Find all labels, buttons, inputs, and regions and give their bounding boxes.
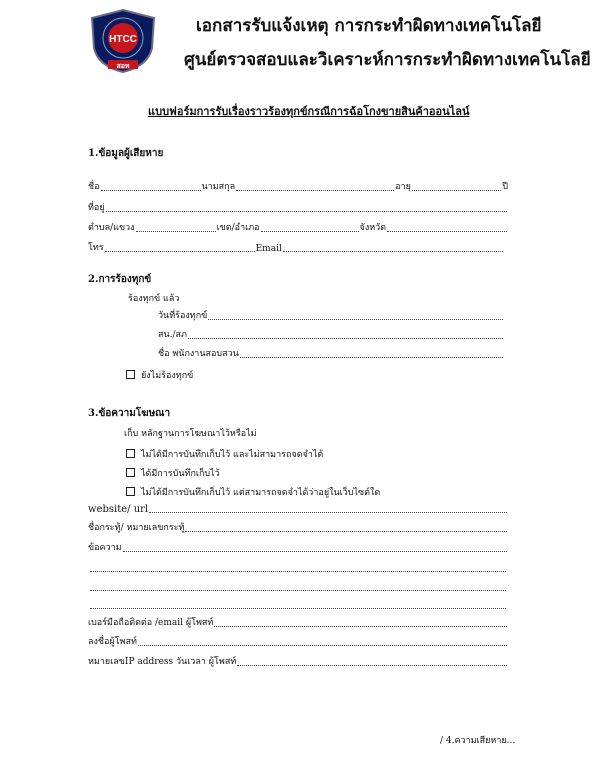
phone-field[interactable] — [105, 243, 255, 252]
logo-text: HTCC — [109, 34, 137, 45]
evidence-option-1-label: ไม่ได้มีการบันทึกเก็บไว้ และไม่สามารถจดจำได้ — [141, 450, 324, 460]
district-field[interactable] — [261, 223, 359, 232]
label-station: สน./สภ — [158, 330, 187, 340]
officer-field[interactable] — [240, 349, 503, 358]
row-name — [88, 181, 508, 193]
board-field[interactable] — [185, 523, 507, 532]
label-ip: หมายเลขIP address วันเวลา ผู้โพสท์ — [88, 657, 237, 667]
row-address — [88, 202, 508, 214]
address-field[interactable] — [106, 203, 507, 212]
label-date: วันที่ร้องทุกข์ — [158, 311, 208, 321]
poster-contact-field[interactable] — [214, 618, 507, 627]
evidence-option-2-checkbox[interactable] — [126, 468, 135, 477]
evidence-option-1-checkbox[interactable] — [126, 449, 135, 458]
form-title: แบบฟอร์มการรับเรื่องราวร้องทุกข์กรณีการฉ้อโกงขายสินค้าออนไลน์ — [148, 105, 470, 118]
message-field[interactable] — [123, 543, 507, 552]
province-field[interactable] — [387, 223, 507, 232]
evidence-option-3-checkbox[interactable] — [126, 487, 135, 496]
label-email: Email — [255, 244, 282, 254]
label-officer: ชื่อ พนักงานสอบสวน — [158, 349, 239, 359]
email-field[interactable] — [283, 243, 503, 252]
evidence-option-1[interactable] — [126, 447, 323, 461]
label-board: ชื่อกระทู้/ หมายเลขกระทู้ — [88, 523, 185, 533]
label-year: ปี — [502, 182, 508, 192]
htcc-logo — [88, 8, 158, 74]
row-officer — [158, 348, 504, 360]
label-surname: นามสกุล — [201, 182, 236, 192]
row-locality — [88, 222, 508, 234]
row-message — [88, 542, 508, 554]
label-subdistrict: ตำบล/แขวง — [88, 223, 135, 233]
header-title-line2: ศูนย์ตรวจสอบและวิเคราะห์การกระทำผิดทางเทคโนโลยี — [184, 50, 591, 70]
date-field[interactable] — [208, 311, 503, 320]
label-message: ข้อความ — [88, 543, 122, 553]
filed-label: ร้องทุกข์ แล้ว — [128, 294, 180, 304]
label-poster-name: ลงชื่อผู้โพสท์ — [88, 637, 137, 647]
evidence-question: เก็บ หลักฐานการโฆษณาไว้หรือไม่ — [124, 429, 257, 439]
section2-heading: 2.การร้องทุกข์ — [88, 274, 152, 285]
row-website — [88, 503, 508, 515]
age-field[interactable] — [412, 182, 501, 191]
poster-name-field[interactable] — [138, 637, 507, 646]
row-contact — [88, 242, 504, 254]
evidence-option-3-label: ไม่ได้มีการบันทึกเก็บไว้ แต่สามารถจดจำได้ว่าอยู่ในเว็บไซต์ใด — [141, 488, 381, 498]
website-field[interactable] — [149, 504, 507, 513]
message-line-4[interactable] — [90, 608, 506, 609]
station-field[interactable] — [188, 330, 503, 339]
row-ip — [88, 656, 508, 668]
message-line-2[interactable] — [90, 571, 506, 572]
row-board — [88, 522, 508, 534]
label-name: ชื่อ — [88, 182, 100, 192]
evidence-option-2-label: ได้มีการบันทึกเก็บไว้ — [141, 469, 220, 479]
section3-heading: 3.ข้อความโฆษณา — [88, 408, 171, 419]
label-website: website/ url — [88, 504, 149, 515]
not-filed-checkbox[interactable] — [126, 370, 135, 379]
subdistrict-field[interactable] — [136, 223, 216, 232]
label-poster-contact: เบอร์มือถือติดต่อ /email ผู้โพสท์ — [88, 618, 214, 628]
name-field[interactable] — [101, 182, 201, 191]
not-filed-label: ยังไม่ร้องทุกข์ — [141, 371, 194, 381]
page-continuation: / 4.ความเสียหาย... — [440, 736, 516, 746]
row-station — [158, 329, 504, 341]
message-line-3[interactable] — [90, 590, 506, 591]
header-title-line1: เอกสารรับแจ้งเหตุ การกระทำผิดทางเทคโนโลยี — [196, 16, 542, 36]
label-phone: โทร — [88, 243, 104, 253]
evidence-option-3[interactable] — [126, 485, 380, 499]
evidence-option-2[interactable] — [126, 466, 220, 480]
section1-heading: 1.ข้อมูลผู้เสียหาย — [88, 148, 164, 159]
surname-field[interactable] — [236, 182, 394, 191]
row-date — [158, 310, 504, 322]
ip-field[interactable] — [237, 657, 507, 666]
logo-subtext: สอท — [116, 62, 130, 70]
row-poster-contact — [88, 617, 508, 629]
label-province: จังหวัด — [359, 223, 387, 233]
row-poster-name — [88, 636, 508, 648]
label-age: อายุ — [395, 182, 411, 192]
not-filed-option[interactable] — [126, 368, 193, 382]
label-address: ที่อยู่ — [88, 203, 105, 213]
label-district: เขต/อำเภอ — [216, 223, 260, 233]
